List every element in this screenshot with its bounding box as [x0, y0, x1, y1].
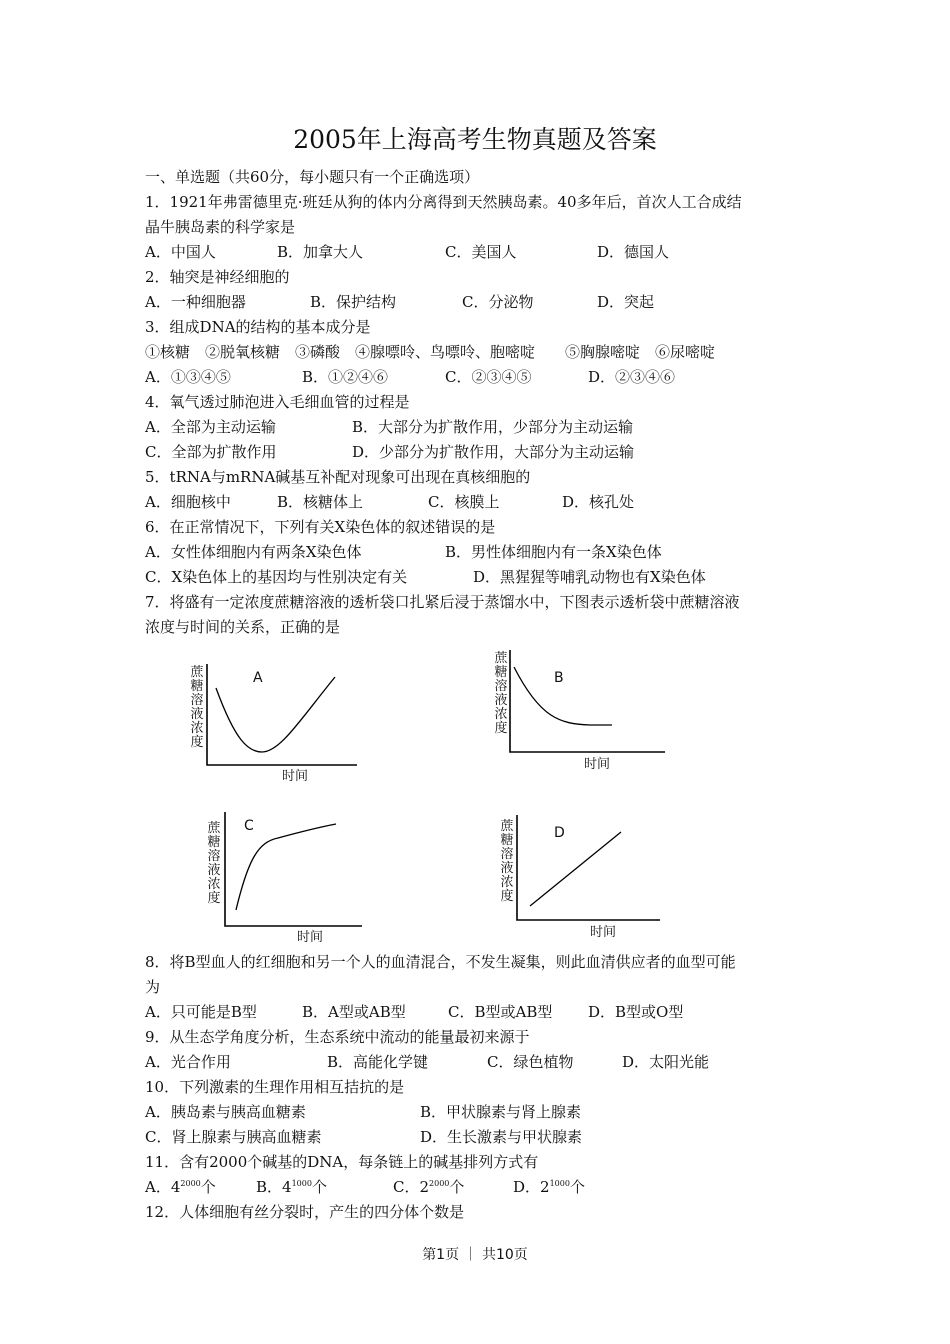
q4-stem: 4．氧气透过肺泡进入毛细血管的过程是 [145, 393, 410, 411]
q3-option-b: B．①②④⑥ [302, 368, 389, 386]
q5-option-a: A．细胞核中 [145, 493, 231, 511]
q1-stem-line2: 晶牛胰岛素的科学家是 [145, 218, 296, 236]
section-heading: 一、单选题（共60分，每小题只有一个正确选项） [145, 168, 480, 186]
q9-option-a: A．光合作用 [145, 1053, 231, 1071]
q11-option-c: C．$2^{2000}$个 [393, 1178, 465, 1196]
chart-d-xlabel: 时间 [590, 925, 617, 940]
q12-stem: 12．人体细胞有丝分裂时，产生的四分体个数是 [145, 1203, 465, 1221]
chart-a-letter: A [253, 670, 263, 686]
chart-c-letter: C [244, 818, 254, 834]
q7-stem-line1: 7．将盛有一定浓度蔗糖溶液的透析袋口扎紧后浸于蒸馏水中，下图表示透析袋中蔗糖溶液 [145, 593, 740, 611]
q6-option-a: A．女性体细胞内有两条X染色体 [145, 543, 362, 561]
chart-a-ylabel: 蔗糖溶液浓度 [190, 665, 204, 750]
q6-option-c: C．X染色体上的基因均与性别决定有关 [145, 568, 408, 586]
q11-stem: 11．含有2000个碱基的DNA，每条链上的碱基排列方式有 [145, 1153, 539, 1171]
q1-option-b: B．加拿大人 [277, 243, 364, 261]
q2-option-c: C．分泌物 [462, 293, 534, 311]
q9-stem: 9．从生态学角度分析，生态系统中流动的能量最初来源于 [145, 1028, 530, 1046]
q11-option-b: B．$4^{1000}$个 [256, 1178, 327, 1196]
chart-b-ylabel: 蔗糖溶液浓度 [494, 651, 508, 736]
q3-option-c: C．②③④⑤ [445, 368, 532, 386]
q6-option-b: B．男性体细胞内有一条X染色体 [445, 543, 662, 561]
q8-option-d: D．B型或O型 [588, 1003, 684, 1021]
q3-option-d: D．②③④⑥ [588, 368, 676, 386]
chart-c-xlabel: 时间 [297, 930, 324, 945]
q10-option-c: C．肾上腺素与胰高血糖素 [145, 1128, 322, 1146]
q1-option-d: D．德国人 [597, 243, 670, 261]
q6-option-d: D．黑猩猩等哺乳动物也有X染色体 [473, 568, 706, 586]
q4-option-a: A．全部为主动运输 [145, 418, 276, 436]
q1-option-c: C．美国人 [445, 243, 517, 261]
q2-option-d: D．突起 [597, 293, 655, 311]
q5-option-c: C．核膜上 [428, 493, 500, 511]
q4-option-c: C．全部为扩散作用 [145, 443, 277, 461]
q1-stem-line1: 1．1921年弗雷德里克·班廷从狗的体内分离得到天然胰岛素。40多年后，首次人工合成结 [145, 193, 742, 211]
chart-b-xlabel: 时间 [584, 757, 611, 772]
q3-items: ①核糖 ②脱氧核糖 ③磷酸 ④腺嘌呤、鸟嘌呤、胞嘧啶 ⑤胸腺嘧啶 ⑥尿嘧啶 [145, 343, 716, 361]
q11-option-a: A．$4^{2000}$个 [145, 1178, 216, 1196]
q10-stem: 10．下列激素的生理作用相互拮抗的是 [145, 1078, 405, 1096]
q8-stem-line1: 8．将B型血人的红细胞和另一个人的血清混合，不发生凝集，则此血清供应者的血型可能 [145, 953, 736, 971]
q10-option-b: B．甲状腺素与肾上腺素 [420, 1103, 582, 1121]
chart-c-ylabel: 蔗糖溶液浓度 [207, 821, 221, 906]
q3-stem: 3．组成DNA的结构的基本成分是 [145, 318, 371, 336]
page-footer: 第1页 ｜ 共10页 [422, 1247, 528, 1263]
chart-d-ylabel: 蔗糖溶液浓度 [500, 819, 514, 904]
q2-stem: 2．轴突是神经细胞的 [145, 268, 290, 286]
q5-stem: 5．tRNA与mRNA碱基互补配对现象可出现在真核细胞的 [145, 468, 531, 486]
q9-option-b: B．高能化学键 [327, 1053, 429, 1071]
q9-option-d: D．太阳光能 [622, 1053, 710, 1071]
q2-option-a: A．一种细胞器 [145, 293, 246, 311]
q10-option-a: A．胰岛素与胰高血糖素 [145, 1103, 306, 1121]
q5-option-d: D．核孔处 [562, 493, 635, 511]
q3-option-a: A．①③④⑤ [145, 368, 231, 386]
page-title: 2005年上海高考生物真题及答案 [293, 125, 657, 154]
q2-option-b: B．保护结构 [310, 293, 397, 311]
chart-d-letter: D [554, 825, 565, 841]
q6-stem: 6．在正常情况下，下列有关X染色体的叙述错误的是 [145, 518, 496, 536]
q5-option-b: B．核糖体上 [277, 493, 364, 511]
q8-option-c: C．B型或AB型 [448, 1003, 553, 1021]
q4-option-d: D．少部分为扩散作用，大部分为主动运输 [352, 443, 635, 461]
q8-stem-line2: 为 [145, 978, 161, 996]
chart-d-line [530, 832, 621, 906]
q1-option-a: A．中国人 [145, 243, 216, 261]
q9-option-c: C．绿色植物 [487, 1053, 574, 1071]
q7-stem-line2: 浓度与时间的关系，正确的是 [145, 618, 341, 636]
q8-option-a: A．只可能是B型 [145, 1003, 257, 1021]
q4-option-b: B．大部分为扩散作用，少部分为主动运输 [352, 418, 634, 436]
chart-d-axes [517, 815, 660, 920]
chart-a-xlabel: 时间 [282, 769, 309, 784]
q8-option-b: B．A型或AB型 [302, 1003, 406, 1021]
chart-b-letter: B [554, 670, 564, 686]
q11-option-d: D．$2^{1000}$个 [513, 1178, 585, 1196]
q10-option-d: D．生长激素与甲状腺素 [420, 1128, 583, 1146]
